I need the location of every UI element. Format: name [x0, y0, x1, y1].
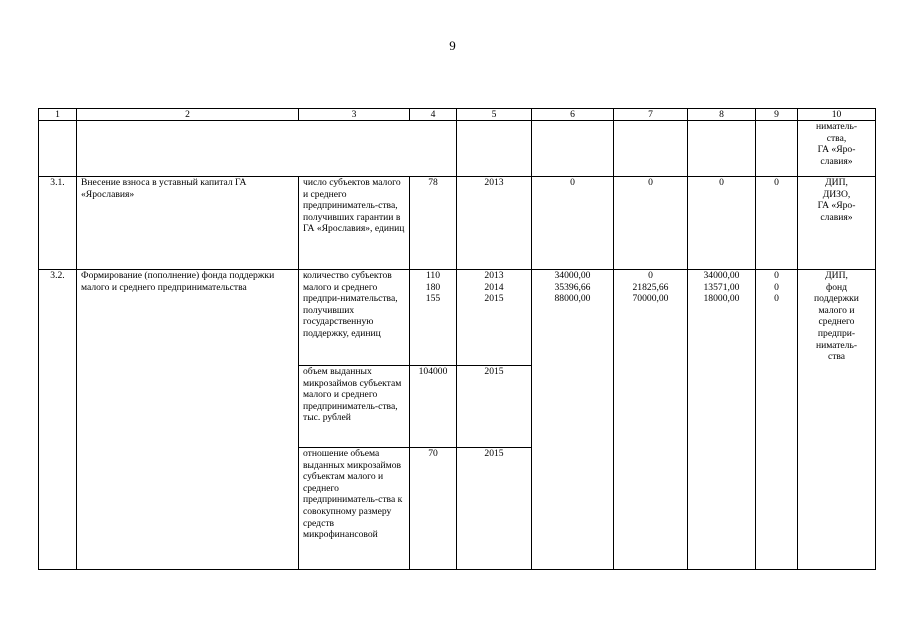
row-3-1-indicator: число субъектов малого и среднего предприниматель-ства, получивших гарантии в ГА «Ярославия», единиц [299, 177, 410, 270]
row-3-1-col6: 0 [532, 177, 614, 270]
row-3-2-ind1-col5: 2013 2014 2015 [457, 270, 532, 366]
cont-cell-1 [39, 121, 77, 177]
row-3-2-activity: Формирование (пополнение) фонда поддержки малого и среднего предпринимательства [77, 270, 299, 570]
row-3-2-col8: 34000,00 13571,00 18000,00 [688, 270, 756, 570]
header-row [39, 109, 876, 121]
header-col-8: 8 [688, 109, 756, 121]
row-3-2-col7: 0 21825,66 70000,00 [614, 270, 688, 570]
row-3-1-activity: Внесение взноса в уставный капитал ГА «Ярославия» [77, 177, 299, 270]
row-3-2-col9: 0 0 0 [756, 270, 798, 570]
row-3-2-indicator-3: отношение объема выданных микрозаймов субъектам малого и среднего предприниматель-ства к совокупному размеру средств микрофинансовой [299, 448, 410, 570]
header-col-4: 4 [410, 109, 457, 121]
row-3-2-number: 3.2. [39, 270, 77, 570]
cont-cell-9 [756, 121, 798, 177]
row-3-1-col4: 78 [410, 177, 457, 270]
program-table [38, 108, 876, 570]
row-3-2-ind1-col4: 110 180 155 [410, 270, 457, 366]
row-3-1-col5: 2013 [457, 177, 532, 270]
continuation-row [39, 121, 876, 177]
header-col-10: 10 [798, 109, 876, 121]
row-3-2-ind3-col4: 70 [410, 448, 457, 570]
header-col-9: 9 [756, 109, 798, 121]
row-3-2-indicator-2: объем выданных микрозаймов субъектам малого и среднего предприниматель-ства, тыс. рублей [299, 366, 410, 448]
header-col-1: 1 [39, 109, 77, 121]
cont-cell-8 [688, 121, 756, 177]
row-3-2-indicator-1: количество субъектов малого и среднего предпри-нимательства, получивших государственную поддержку, единиц [299, 270, 410, 366]
page-number: 9 [449, 38, 456, 53]
table-row-3-1 [39, 177, 876, 270]
cont-cell-2-4 [77, 121, 457, 177]
row-3-1-col7: 0 [614, 177, 688, 270]
cont-cell-7 [614, 121, 688, 177]
header-col-2: 2 [77, 109, 299, 121]
row-3-2-executor: ДИП, фонд поддержки малого и среднего предпри- ниматель- ства [798, 270, 876, 570]
cont-executor: ниматель- ства, ГА «Яро- славия» [798, 121, 876, 177]
row-3-2-col6: 34000,00 35396,66 88000,00 [532, 270, 614, 570]
cont-cell-6 [532, 121, 614, 177]
cont-cell-5 [457, 121, 532, 177]
row-3-2-ind2-col4: 104000 [410, 366, 457, 448]
header-col-7: 7 [614, 109, 688, 121]
row-3-1-executor: ДИП, ДИЗО, ГА «Яро- славия» [798, 177, 876, 270]
row-3-1-col9: 0 [756, 177, 798, 270]
row-3-2-ind3-col5: 2015 [457, 448, 532, 570]
row-3-1-number: 3.1. [39, 177, 77, 270]
header-col-6: 6 [532, 109, 614, 121]
header-col-5: 5 [457, 109, 532, 121]
row-3-2-ind2-col5: 2015 [457, 366, 532, 448]
header-col-3: 3 [299, 109, 410, 121]
row-3-1-col8: 0 [688, 177, 756, 270]
table-row-3-2 [39, 270, 876, 366]
